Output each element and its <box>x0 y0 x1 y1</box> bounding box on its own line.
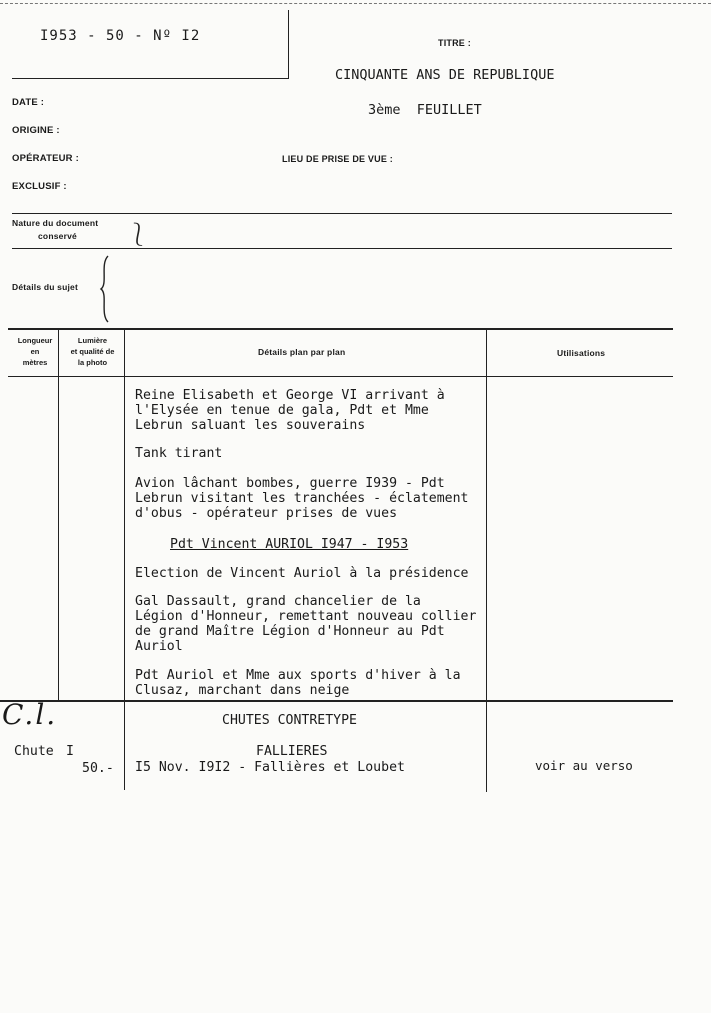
entry-1: Reine Elisabeth et George VI arrivant à l'Elysée en tenue de gala, Pdt et Mme Lebrun saluant les souverains <box>135 388 445 433</box>
section-heading: Pdt Vincent AURIOL I947 - I953 <box>170 537 409 552</box>
sujet-brace <box>98 254 112 324</box>
fallieres-entry: I5 Nov. I9I2 - Fallières et Loubet <box>135 760 405 775</box>
nature-brace: ⎱ <box>127 223 150 248</box>
lieu-label: LIEU DE PRISE DE VUE : <box>282 154 393 164</box>
reference-box <box>12 10 289 79</box>
entry-3: Avion lâchant bombes, guerre I939 - Pdt Lebrun visitant les tranchées - éclatement d'obus - opérateur prises de vues <box>135 476 469 521</box>
entry-6: Pdt Auriol et Mme aux sports d'hiver à la Clusaz, marchant dans neige <box>135 668 461 698</box>
table-top-rule <box>8 328 673 330</box>
rule-nature-bottom <box>12 248 672 249</box>
operateur-label: OPÉRATEUR : <box>12 153 79 164</box>
col-line-1 <box>58 330 59 700</box>
chute-number: I <box>66 744 74 759</box>
reference-number: I953 - 50 - Nº I2 <box>40 28 201 44</box>
header-bottom-rule <box>8 376 673 377</box>
col-line-2 <box>124 330 125 790</box>
col-line-3 <box>486 330 487 792</box>
date-label: DATE : <box>12 97 45 108</box>
rule-nature-top <box>12 213 672 214</box>
handwritten-mark: C.l. <box>2 698 58 731</box>
details-sujet-label: Détails du sujet <box>12 282 79 292</box>
col-utilisations-header: Utilisations <box>557 348 606 358</box>
document-subtitle: 3ème FEUILLET <box>368 102 482 118</box>
titre-label: TITRE : <box>438 38 471 48</box>
entry-2: Tank tirant <box>135 446 223 461</box>
nature-label: Nature du document <box>12 218 99 228</box>
chute-length: 50.- <box>82 761 114 776</box>
entry-5: Gal Dassault, grand chancelier de la Légion d'Honneur, remettant nouveau collier de grand Maître Légion d'Honneur au Pdt Auriol <box>135 594 477 654</box>
origine-label: ORIGINE : <box>12 125 60 136</box>
col-lumiere-header: Lumière et qualité de la photo <box>70 336 115 367</box>
chute-label: Chute <box>14 744 54 759</box>
page-top-edge <box>0 0 711 4</box>
document-title: CINQUANTE ANS DE REPUBLIQUE <box>335 67 555 83</box>
chutes-divider <box>0 700 673 702</box>
fallieres-title: FALLIERES <box>256 744 328 759</box>
chutes-title: CHUTES CONTRETYPE <box>222 713 357 728</box>
entry-4: Election de Vincent Auriol à la présidence <box>135 566 469 581</box>
col-longueur-header: Longueur en mètres <box>17 336 53 367</box>
col-details-header: Détails plan par plan <box>258 347 346 357</box>
conserve-label: conservé <box>38 231 77 241</box>
exclusif-label: EXCLUSIF : <box>12 181 67 192</box>
voir-au-verso: voir au verso <box>535 758 633 773</box>
